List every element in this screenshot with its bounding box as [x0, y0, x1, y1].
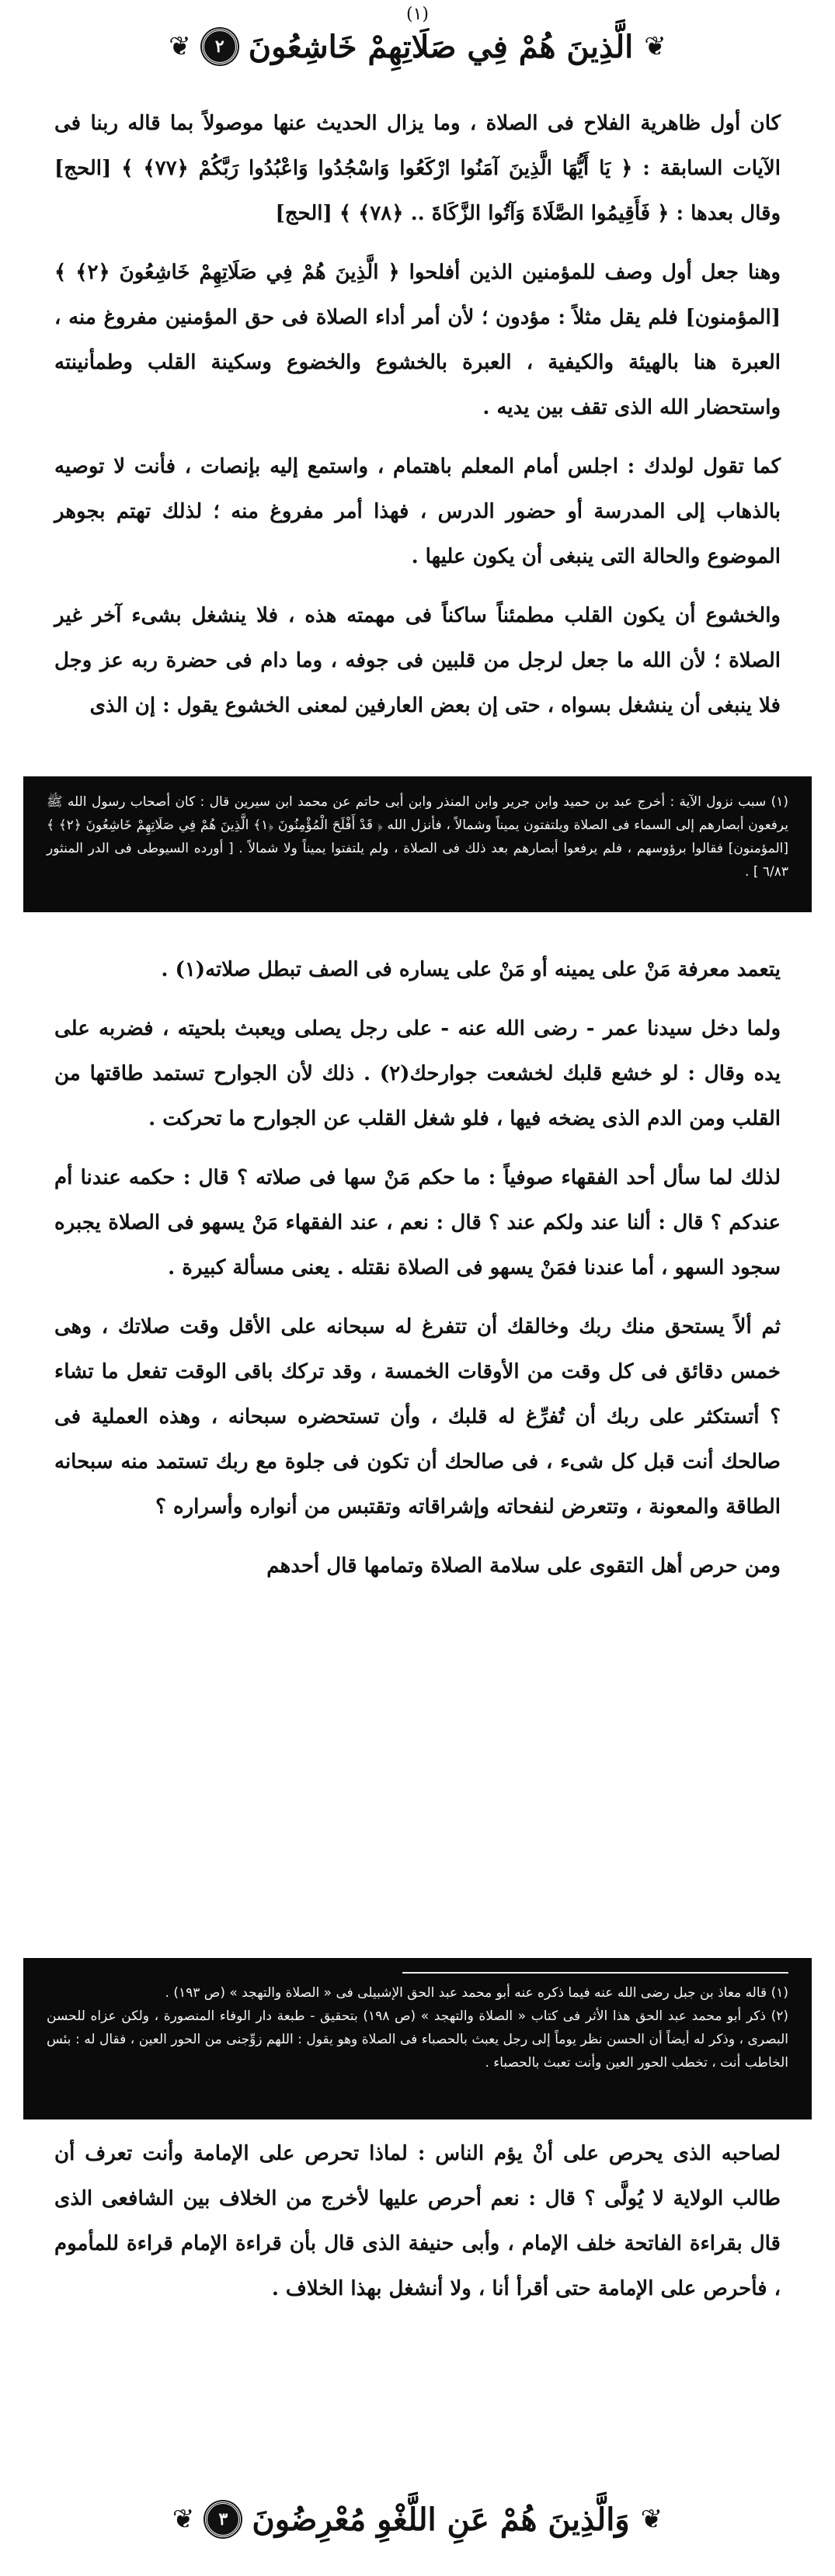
verse-heading: [23, 0, 812, 93]
floral-ornament-icon: ❦: [640, 2504, 663, 2535]
footnote: (١) قاله معاذ بن جبل رضى الله عنه فيما ذكره عنه أبو محمد عبد الحق الإشبيلى فى « الصلاة والتهجد » (ص ١٩٣) .: [165, 1985, 788, 2001]
verse-heading-text: وَالَّذِينَ هُمْ عَنِ اللَّغْوِ مُعْرِضُونَ: [252, 2501, 630, 2538]
paragraph: لصاحبه الذى يحرص على أنْ يؤم الناس : لماذا تحرص على الإمامة وأنت تعرف أن طالب الولاية لا يُولَّى ؟ قال : نعم أحرص عليها لأخرج من الخلاف بين الشافعى الذى قال بقراءة الفاتحة خلف الإمام ، وأبى حنيفة الذى قال بأن قراءة الإمام قراءة للمأموم ، فأحرص على الإمامة حتى أقرأ أنا ، ولا أنشغل بهذا الخلاف .: [54, 2142, 781, 2300]
floral-ornament-icon: ❦: [169, 31, 191, 62]
body-text: [23, 947, 812, 1588]
paragraph: وهنا جعل أول وصف للمؤمنين الذين أفلحوا ﴿ الَّذِينَ هُمْ فِي صَلَاتِهِمْ خَاشِعُونَ ﴿٢﴾ ﴾ [المؤمنون] فلم يقل مثلاً : مؤدون ؛ لأن أمر أداء الصلاة فى حق المؤمنين مفروغ منه ، العبرة هنا بالهيئة والكيفية ، العبرة بالخشوع والخضوع وسكينة القلب وطمأنينته واستحضار الله الذى تقف بين يديه .: [54, 261, 781, 419]
paragraph: كما تقول لولدك : اجلس أمام المعلم باهتمام ، واستمع إليه بإنصات ، فأنت لا توصيه بالذهاب إلى المدرسة أو حضور الدرس ، فهذا أمر مفروغ منه ؛ لذلك تهتم بجوهر الموضوع والحالة التى ينبغى أن يكون عليها .: [54, 455, 781, 568]
paragraph: كان أول ظاهرية الفلاح فى الصلاة ، وما يزال الحديث عنها موصولاً بما قاله ربنا فى الآيات السابقة : ﴿ يَا أَيُّهَا الَّذِينَ آمَنُوا ارْكَعُوا وَاسْجُدُوا وَاعْبُدُوا رَبَّكُمْ ﴿٧٧﴾ ﴾ [الحج] وقال بعدها : ﴿ فَأَقِيمُوا الصَّلَاةَ وَآتُوا الزَّكَاةَ .. ﴿٧٨﴾ ﴾ [الحج]: [54, 112, 781, 225]
verse-heading: [23, 2477, 812, 2562]
footnotes-block: [23, 776, 812, 912]
footnote-divider: [402, 1972, 788, 1974]
paragraph: ولما دخل سيدنا عمر - رضى الله عنه - على رجل يصلى ويعبث بلحيته ، فضربه على يده وقال : لو خشع قلبك لخشعت جوارحك(٢) . ذلك لأن الجوارح تستمد طاقتها من القلب ومن الدم الذى يضخه فيها ، فلو شغل القلب عن الجوارح ما تحركت .: [54, 1017, 781, 1130]
body-text: [23, 101, 812, 728]
ayah-number-badge: ٣: [205, 2501, 241, 2537]
page-two: [23, 932, 812, 2576]
ayah-number-badge: ٢: [202, 29, 238, 64]
paragraph: لذلك لما سأل أحد الفقهاء صوفياً : ما حكم مَنْ سها فى صلاته ؟ قال : حكمه عندنا أم عندكم ؟ قال : ألنا عند ولكم عند ؟ قال : نعم ، عند الفقهاء مَنْ يسهو فى الصلاة يجبره سجود السهو ، أما عندنا فمَنْ يسهو فى الصلاة نقتله . يعنى مسألة كبيرة .: [54, 1166, 781, 1279]
paragraph: ثم ألاً يستحق منك ربك وخالقك أن تتفرغ له سبحانه على الأقل وقت صلاتك ، وهى خمس دقائق فى كل وقت من الأوقات الخمسة ، وقد تركك باقى الوقت تفعل ما تشاء ؟ أتستكثر على ربك أن تُفرِّغ له قلبك ، وأن تستحضره سبحانه ، وهذه العملية فى صالحك أنت قبل كل شىء ، فى صالحك أن تكون فى جلوة مع ربك تستمد منه سبحانه الطاقة والمعونة ، وتتعرض لنفحاته وإشراقاته وتقتبس من أنواره وأسراره ؟: [54, 1315, 781, 1519]
verse-heading-frame: [151, 23, 684, 71]
page-one: [23, 0, 812, 912]
verse-heading-frame: [155, 2495, 680, 2544]
paragraph: ومن حرص أهل التقوى على سلامة الصلاة وتمامها قال أحدهم: [266, 1554, 781, 1578]
floral-ornament-icon: ❦: [644, 31, 666, 62]
footnote: (٢) ذكر أبو محمد عبد الحق هذا الأثر فى كتاب « الصلاة والتهجد » (ص ١٩٨) بتحقيق - طبعة دار الوفاء المنصورة ، ولكن عزاه للحسن البصرى ، وذكر له أيضاً أن الحسن نظر يوماً إلى رجل يعبث بالحصباء فى الصلاة وهو يقول : اللهم زوِّجنى من الحور العين ، فقال له : بئس الخاطب أنت ، تخطب الحور العين وأنت تعبث بالحصباء .: [47, 2008, 788, 2071]
floral-ornament-icon: ❦: [172, 2504, 195, 2535]
footnotes-block: [23, 1958, 812, 2119]
paragraph: والخشوع أن يكون القلب مطمئناً ساكناً فى مهمته هذه ، فلا ينشغل بشىء آخر غير الصلاة ؛ لأن الله ما جعل لرجل من قلبين فى جوفه ، وما دام فى حضرة ربه عز وجل فلا ينبغى أن ينشغل بسواه ، حتى إن بعض العارفين لمعنى الخشوع يقول : إن الذى: [54, 604, 781, 717]
footnote-marker: (١): [405, 5, 429, 24]
body-text: [23, 2131, 812, 2311]
paragraph: يتعمد معرفة مَنْ على يمينه أو مَنْ على يساره فى الصف تبطل صلاته(١) .: [161, 958, 781, 981]
footnote: (١) سبب نزول الآية : أخرج عبد بن حميد وابن جرير وابن المنذر وابن أبى حاتم عن محمد ابن سيرين قال : كان أصحاب رسول الله ﷺ يرفعون أبصارهم إلى السماء فى الصلاة ويلتفتون يميناً وشمالاً ، فأنزل الله ﴿ قَدْ أَفْلَحَ الْمُؤْمِنُونَ ﴿١﴾ الَّذِينَ هُمْ فِي صَلَاتِهِمْ خَاشِعُونَ ﴿٢﴾ ﴾ [المؤمنون] فقالوا برؤوسهم ، فلم يرفعوا أبصارهم بعد ذلك فى الصلاة ، ولم يلتفتوا يميناً ولا شمالاً . [ أورده السيوطى فى الدر المنثور ٦/٨٣ ] .: [47, 794, 789, 880]
verse-heading-text: الَّذِينَ هُمْ فِي صَلَاتِهِمْ خَاشِعُونَ: [248, 28, 634, 65]
